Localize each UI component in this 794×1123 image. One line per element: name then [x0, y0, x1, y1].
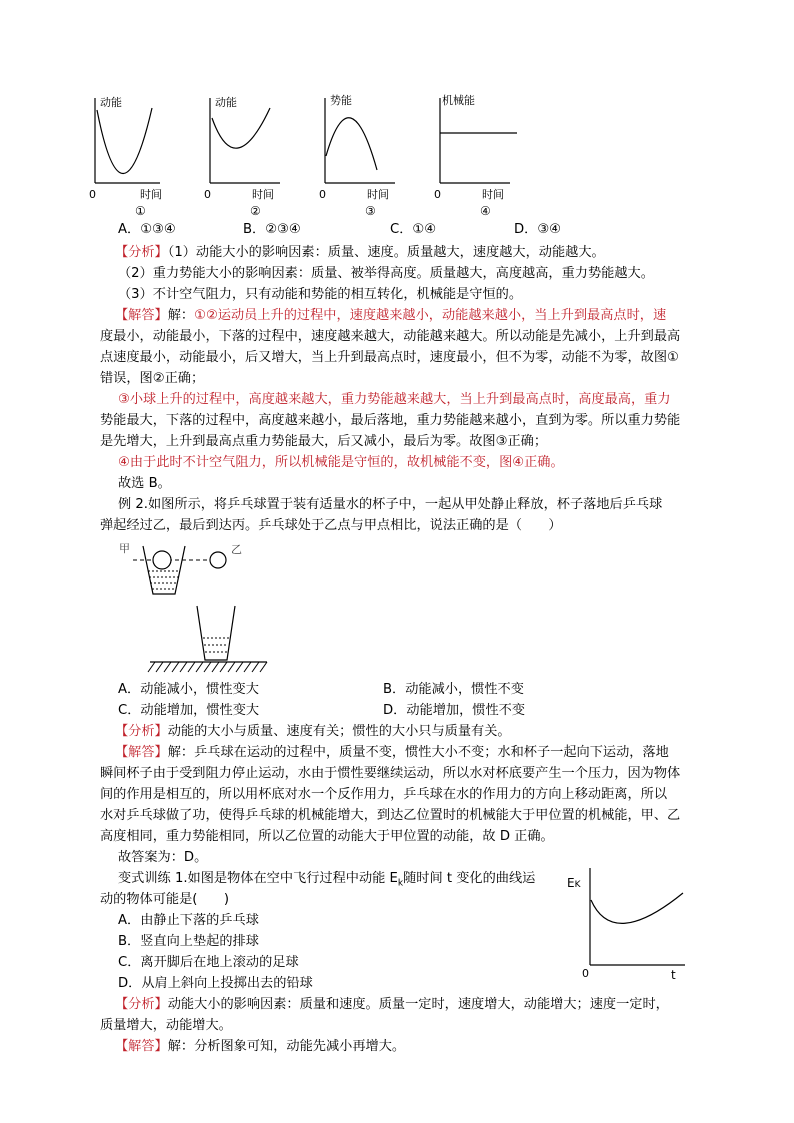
ball-yi [210, 552, 226, 568]
q1-option-b: B．②③④ [243, 222, 301, 237]
answer1-line8: ④由于此时不计空气阻力，所以机械能是守恒的，故机械能不变，图④正确。 [118, 455, 564, 470]
answer-tag: 【解答】 [115, 308, 168, 323]
answer2-line3: 间的作用是相互的，所以用杯底对水一个反作用力，乒乓球在水的作用力的方向上移动距离，所以 [100, 787, 668, 802]
graph-1 [89, 95, 162, 218]
example2-line2: 弹起经过乙，最后到达丙。乒乓球处于乙点与甲点相比，说法正确的是（ ） [100, 518, 562, 533]
answer1-line6: 势能最大，下落的过程中，高度越来越小，最后落地，重力势能越来越小，直到为零。所以重力势能 [100, 413, 681, 428]
cup-figure [115, 538, 275, 678]
graph-1-number: ① [135, 204, 146, 218]
answer2-line2: 瞬间杯子由于受到阻力停止运动，水由于惯性要继续运动，所以水对杯底要产生一个压力，因为物体 [100, 766, 681, 781]
graph-2-ylabel: 动能 [215, 96, 237, 109]
variant1-line1: 变式训练 1.如图是物体在空中飞行过程中动能 $E_k$随时间 t 变化的曲线运 [118, 871, 536, 889]
energy-graphs [80, 88, 550, 218]
answer3-line: 【解答】解：分析图象可知，动能先减小再增大。 [115, 1039, 406, 1054]
q1-option-d: D．③④ [514, 222, 561, 237]
example2-option-c: C．动能增加，惯性变大 [118, 703, 260, 718]
answer1-line4: 错误，图②正确； [100, 371, 205, 386]
graph-3-xlabel: 时间 [367, 188, 389, 201]
analysis-tag: 【分析】 [115, 245, 168, 260]
answer1-line3: 点速度最小，动能最小，后又增大，当上升到最高点时，速度最小，但不为零，动能不为零，故图① [100, 350, 679, 365]
graph-2-number: ② [250, 204, 261, 218]
answer1-line7: 是先增大，上升到最高点重力势能最大，后又减小，最后为零。故图③正确； [100, 434, 548, 449]
graph-4-ylabel: 机械能 [442, 94, 475, 107]
answer1-line5: ③小球上升的过程中，高度越来越大，重力势能越来越大，当上升到最高点时，高度最高，重力 [118, 392, 671, 407]
graph-4-xlabel: 时间 [482, 188, 504, 201]
answer2-line1: 【解答】解：乒乓球在运动的过程中，质量不变，惯性大小不变；水和杯子一起向下运动，落地 [115, 745, 669, 760]
variant1-option-c: C．离开脚后在地上滚动的足球 [118, 955, 299, 970]
analysis1-line2: （2）重力势能大小的影响因素：质量、被举得高度。质量越大，高度越高，重力势能越大。 [118, 266, 654, 281]
graph-1-ylabel: 动能 [100, 96, 122, 109]
answer2-line5: 高度相同，重力势能相同，所以乙位置的动能大于甲位置的动能，故 D 正确。 [100, 829, 554, 844]
ek-zero: 0 [582, 967, 589, 980]
analysis1-line1: 【分析】（1）动能大小的影响因素：质量、速度。质量越大，速度越大，动能越大。 [115, 245, 605, 260]
graph-2 [204, 95, 280, 218]
q1-option-a: A．①③④ [118, 222, 176, 237]
analysis2-line: 【分析】动能的大小与质量、速度有关；惯性的大小只与质量有关。 [115, 724, 511, 739]
label-yi: 乙 [231, 543, 242, 556]
variant1-option-a: A．由静止下落的乒乓球 [118, 913, 259, 928]
graph-3-number: ③ [365, 204, 376, 218]
example2-option-a: A．动能减小，惯性变大 [118, 682, 259, 697]
answer1-line2: 度最小，动能最小，下落的过程中，速度越来越大，动能越来越大。所以动能是先减小，上升到最高 [100, 329, 681, 344]
q1-option-c: C．①④ [390, 222, 437, 237]
ek-ylabel: EK [567, 876, 581, 890]
analysis3-line1: 【分析】动能大小的影响因素：质量和速度。质量一定时，速度增大，动能增大；速度一定时， [115, 997, 669, 1012]
label-jia: 甲 [119, 542, 130, 555]
graph-4 [434, 93, 517, 218]
analysis1-line3: （3）不计空气阻力，只有动能和势能的相互转化，机械能是守恒的。 [118, 287, 523, 302]
answer1-line1: 【解答】解：①②运动员上升的过程中，速度越来越小，动能越来越小，当上升到最高点时，速 [115, 308, 667, 323]
example2-line1: 例 2.如图所示，将乒乓球置于装有适量水的杯子中，一起从甲处静止释放，杯子落地后乒乓球 [118, 497, 663, 512]
answer2-final: 故答案为：D。 [118, 850, 208, 865]
graph-1-xlabel: 时间 [140, 188, 162, 201]
example2-option-b: B．动能减小，惯性不变 [383, 682, 524, 697]
ball-jia [153, 551, 171, 569]
variant1-option-d: D．从肩上斜向上投掷出去的铅球 [118, 976, 313, 991]
graph-2-xlabel: 时间 [252, 188, 274, 201]
graph-3-zero: 0 [319, 188, 326, 201]
graph-2-zero: 0 [204, 188, 211, 201]
ek-xlabel: t [671, 968, 676, 982]
graph-1-zero: 0 [89, 188, 96, 201]
graph-3 [319, 93, 395, 218]
variant1-line2: 动的物体可能是( ) [100, 892, 229, 907]
answer2-line4: 水对乒乓球做了功，使得乒乓球的机械能增大，到达乙位置时的机械能大于甲位置的机械能，甲、乙 [100, 808, 681, 823]
analysis3-line2: 质量增大，动能增大。 [100, 1018, 232, 1033]
graph-3-ylabel: 势能 [330, 94, 352, 107]
graph-4-zero: 0 [434, 188, 441, 201]
variant1-option-b: B．竖直向上垫起的排球 [118, 934, 259, 949]
graph-4-number: ④ [480, 204, 491, 218]
answer1-choice: 故选 B。 [118, 476, 171, 491]
example2-option-d: D．动能增加，惯性不变 [383, 703, 526, 718]
ek-time-graph [565, 865, 690, 985]
